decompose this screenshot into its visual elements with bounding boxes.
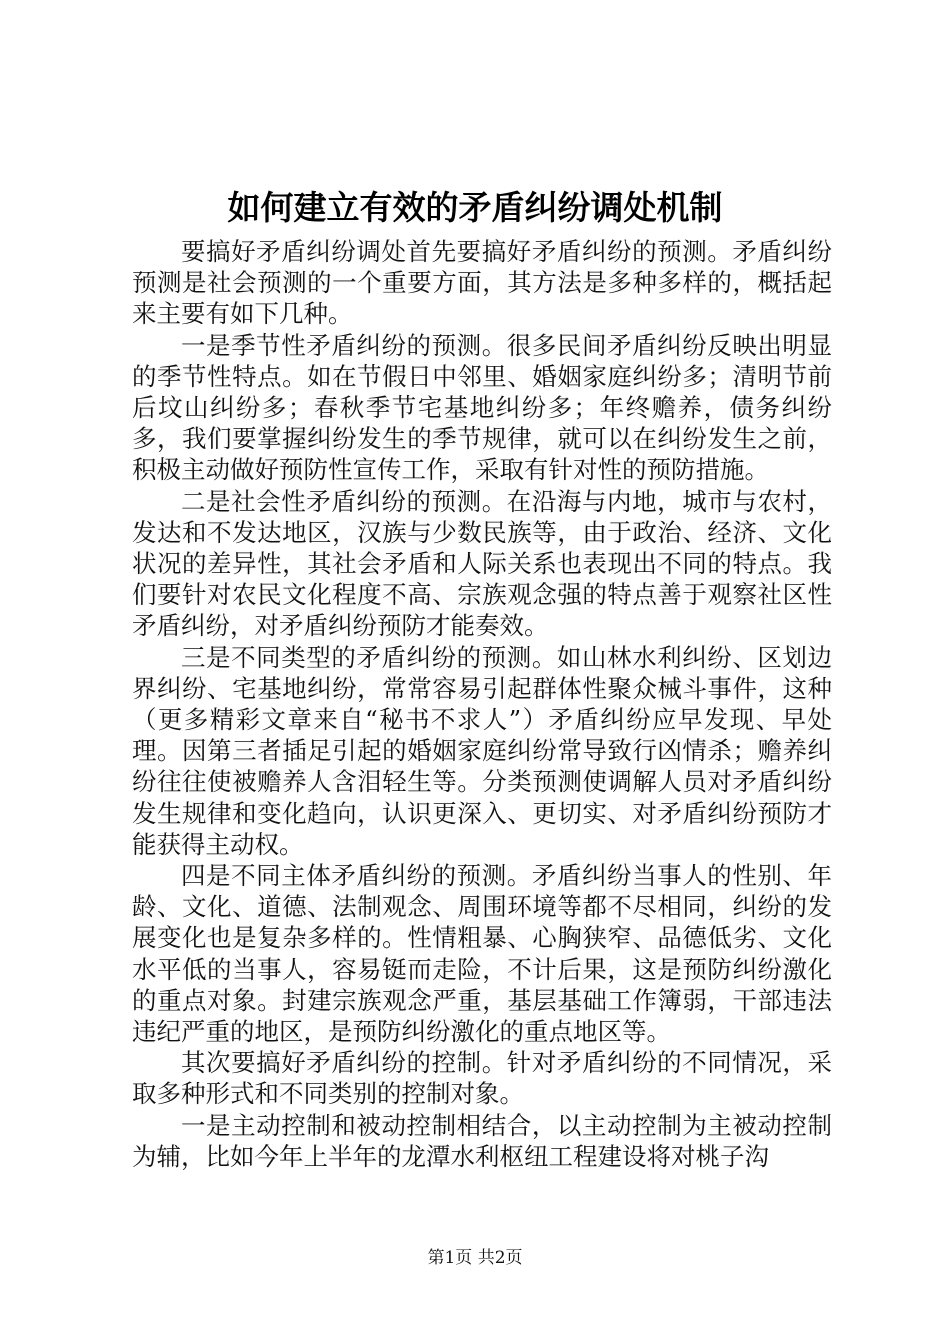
document-body [132,236,832,1172]
paragraph: 其次要搞好矛盾纠纷的控制。针对矛盾纠纷的不同情况，采取多种形式和不同类别的控制对象。 [132,1048,832,1109]
paragraph: 三是不同类型的矛盾纠纷的预测。如山林水利纠纷、区划边界纠纷、宅基地纠纷，常常容易引起群体性聚众械斗事件，这种（更多精彩文章来自“秘书不求人”）矛盾纠纷应早发现、早处理。因第三者插足引起的婚姻家庭纠纷常导致行凶情杀；赡养纠纷往往使被赡养人含泪轻生等。分类预测使调解人员对矛盾纠纷发生规律和变化趋向，认识更深入、更切实、对矛盾纠纷预防才能获得主动权。 [132,642,832,859]
page-number-footer: 第1页 共2页 [427,1248,523,1268]
paragraph: 要搞好矛盾纠纷调处首先要搞好矛盾纠纷的预测。矛盾纠纷预测是社会预测的一个重要方面，其方法是多种多样的，概括起来主要有如下几种。 [132,237,832,329]
paragraph: 四是不同主体矛盾纠纷的预测。矛盾纠纷当事人的性别、年龄、文化、道德、法制观念、周围环境等都不尽相同，纠纷的发展变化也是复杂多样的。性情粗暴、心胸狭窄、品德低劣、文化水平低的当事人，容易铤而走险，不计后果，这是预防纠纷激化的重点对象。封建宗族观念严重，基层基础工作簿弱，干部违法违纪严重的地区，是预防纠纷激化的重点地区等。 [132,861,832,1047]
document-title: 如何建立有效的矛盾纠纷调处机制 [227,188,723,227]
paragraph: 一是季节性矛盾纠纷的预测。很多民间矛盾纠纷反映出明显的季节性特点。如在节假日中邻里、婚姻家庭纠纷多；清明节前后坟山纠纷多；春秋季节宅基地纠纷多；年终赡养，债务纠纷多，我们要掌握纠纷发生的季节规律，就可以在纠纷发生之前，积极主动做好预防性宣传工作，采取有针对性的预防措施。 [132,330,832,485]
paragraph: 二是社会性矛盾纠纷的预测。在沿海与内地，城市与农村，发达和不发达地区，汉族与少数民族等，由于政治、经济、文化状况的差异性，其社会矛盾和人际关系也表现出不同的特点。我们要针对农民文化程度不高、宗族观念强的特点善于观察社区性矛盾纠纷，对矛盾纠纷预防才能奏效。 [132,486,832,641]
paragraph: 一是主动控制和被动控制相结合，以主动控制为主被动控制为辅，比如今年上半年的龙潭水利枢纽工程建设将对桃子沟 [132,1110,832,1171]
